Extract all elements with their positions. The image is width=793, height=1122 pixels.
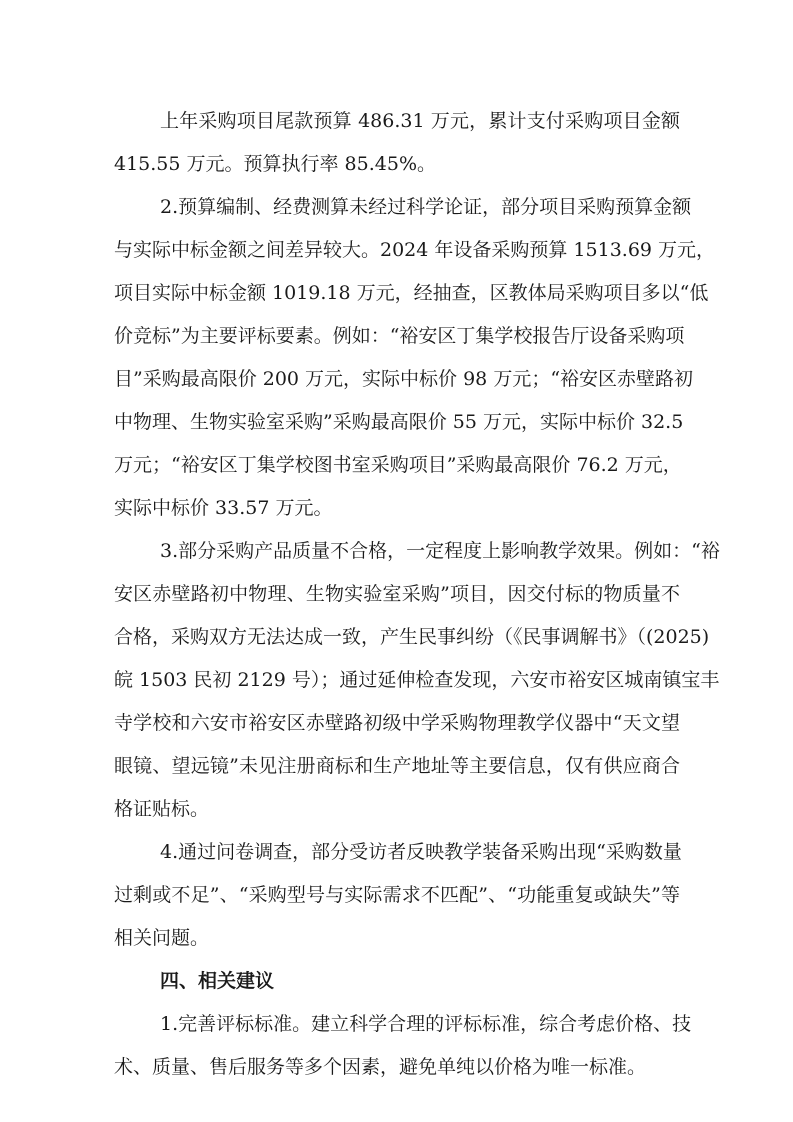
paragraph-line: 目”采购最高限价 200 万元，实际中标价 98 万元；“裕安区赤壁路初 <box>114 368 694 390</box>
section-heading: 四、相关建议 <box>160 970 275 992</box>
paragraph-line: 2.预算编制、经费测算未经过科学论证，部分项目采购预算金额 <box>160 196 692 218</box>
paragraph-line: 3.部分采购产品质量不合格，一定程度上影响教学效果。例如：“裕 <box>160 540 720 562</box>
paragraph-line: 与实际中标金额之间差异较大。2024 年设备采购预算 1513.69 万元， <box>114 239 716 261</box>
paragraph-line: 415.55 万元。预算执行率 85.45%。 <box>114 153 437 175</box>
paragraph-line: 中物理、生物实验室采购”采购最高限价 55 万元，实际中标价 32.5 <box>114 411 684 433</box>
paragraph-line: 寺学校和六安市裕安区赤壁路初级中学采购物理教学仪器中“天文望 <box>114 712 680 734</box>
paragraph-line: 项目实际中标金额 1019.18 万元，经抽查，区教体局采购项目多以“低 <box>114 282 709 304</box>
paragraph-line: 皖 1503 民初 2129 号）；通过延伸检查发现，六安市裕安区城南镇宝丰 <box>114 669 720 691</box>
paragraph-line: 4.通过问卷调查，部分受访者反映教学装备采购出现“采购数量 <box>160 841 682 863</box>
paragraph-line: 万元；“裕安区丁集学校图书室采购项目”采购最高限价 76.2 万元， <box>114 454 682 476</box>
paragraph-line: 格证贴标。 <box>114 798 210 820</box>
paragraph-line: 1.完善评标标准。建立科学合理的评标标准，综合考虑价格、技 <box>160 1013 692 1035</box>
paragraph-line: 相关问题。 <box>114 927 210 949</box>
paragraph-line: 安区赤壁路初中物理、生物实验室采购”项目，因交付标的物质量不 <box>114 583 680 605</box>
paragraph-line: 术、质量、售后服务等多个因素，避免单纯以价格为唯一标准。 <box>114 1056 647 1078</box>
paragraph-line: 眼镜、望远镜”未见注册商标和生产地址等主要信息，仅有供应商合 <box>114 755 680 777</box>
paragraph-line: 上年采购项目尾款预算 486.31 万元，累计支付采购项目金额 <box>160 110 680 132</box>
paragraph-line: 过剩或不足”、“采购型号与实际需求不匹配”、“功能重复或缺失”等 <box>114 884 680 906</box>
paragraph-line: 合格，采购双方无法达成一致，产生民事纠纷（《民事调解书》（(2025) <box>114 626 710 648</box>
paragraph-line: 实际中标价 33.57 万元。 <box>114 497 333 519</box>
paragraph-line: 价竞标”为主要评标要素。例如：“裕安区丁集学校报告厅设备采购项 <box>114 325 685 347</box>
